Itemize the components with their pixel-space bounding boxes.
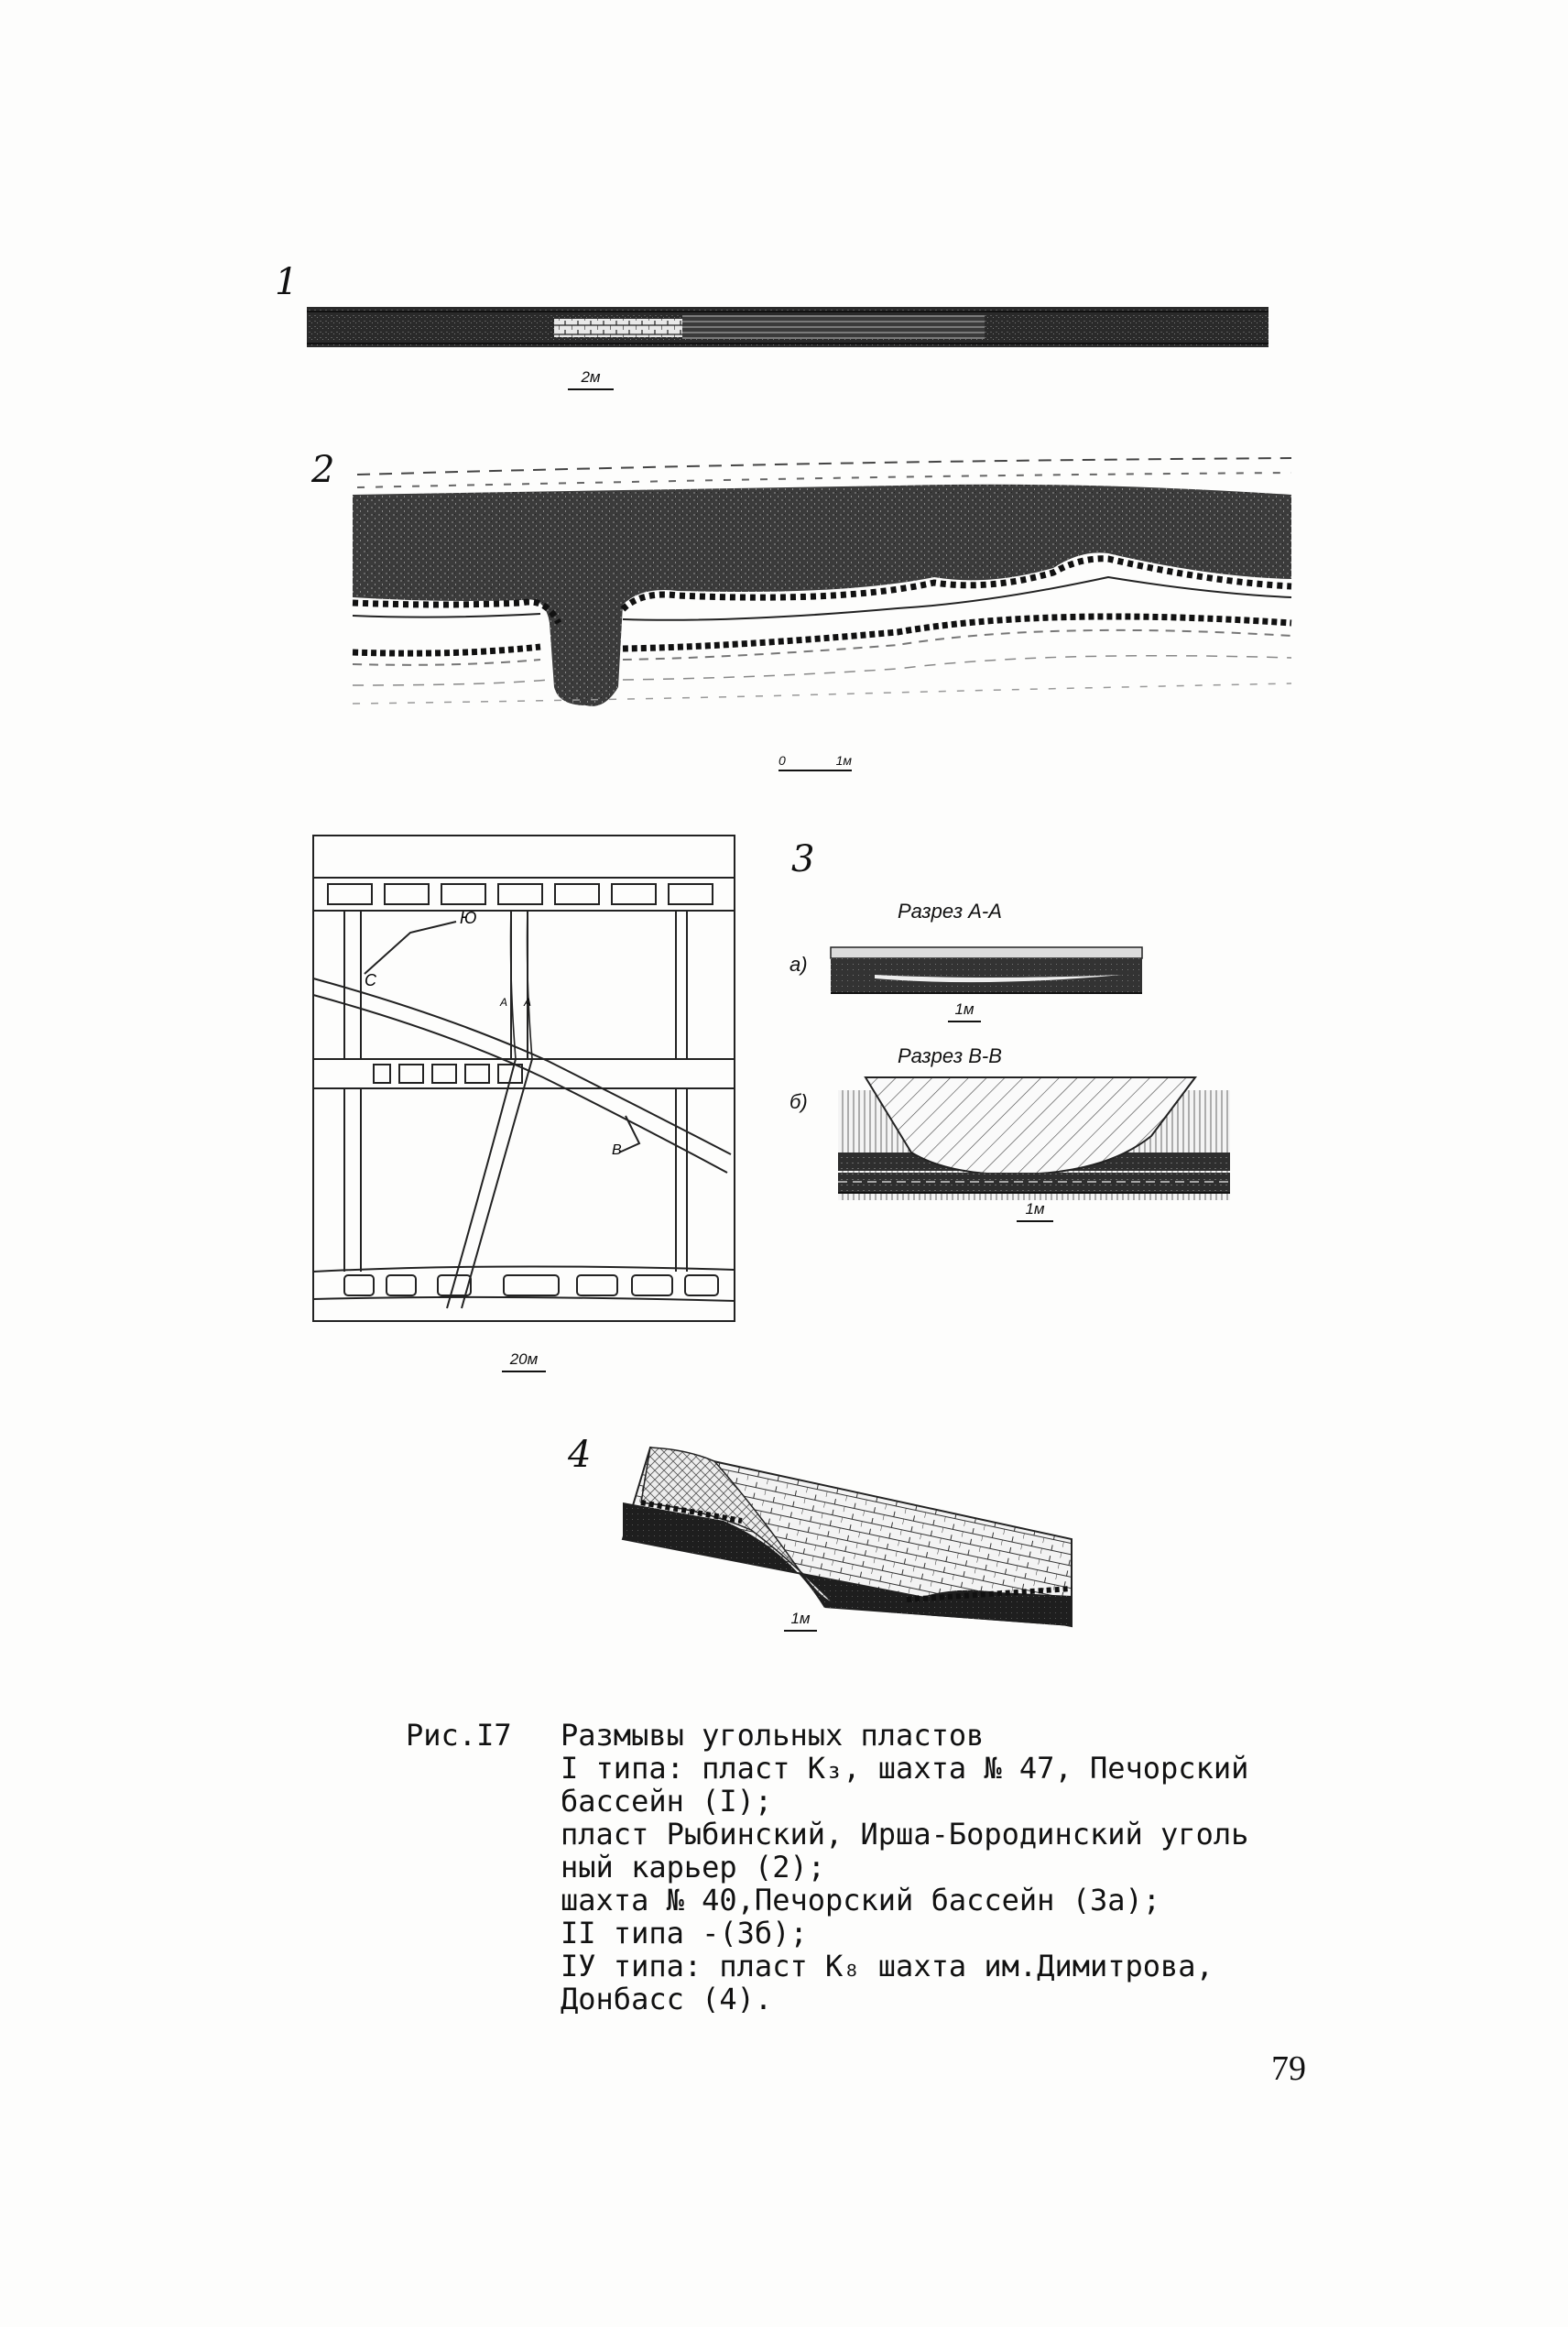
figure-3-label: 3 bbox=[791, 838, 815, 880]
section-a-title: Разрез А-А bbox=[898, 900, 1002, 923]
section-b-title: Разрез В-В bbox=[898, 1044, 1002, 1067]
caption-number: Рис.I7 bbox=[406, 1718, 512, 1753]
figure-1-seam-section bbox=[302, 302, 1273, 354]
section-b-scale-label: 1м bbox=[1025, 1200, 1045, 1218]
plan-label-a1: А bbox=[500, 996, 508, 1009]
caption-line: ный карьер (2); bbox=[561, 1850, 825, 1885]
plan-label-north: Ю bbox=[460, 909, 477, 927]
plan-label-south: С bbox=[365, 971, 376, 989]
section-b-letter: б) bbox=[789, 1090, 808, 1113]
figure-3-plan-view bbox=[310, 832, 738, 1327]
caption-line: Размывы угольных пластов bbox=[561, 1718, 985, 1753]
figure-2-scale-start: 0 bbox=[779, 753, 786, 768]
figure-4-label: 4 bbox=[568, 1434, 592, 1476]
caption-line: I типа: пласт К₃, шахта № 47, Печорский bbox=[561, 1751, 1249, 1786]
plan-label-b: В bbox=[612, 1142, 622, 1158]
caption-line: шахта № 40,Печорский бассейн (3а); bbox=[561, 1883, 1161, 1917]
caption-text bbox=[561, 1719, 1248, 2016]
figure-3a-section bbox=[829, 934, 1149, 999]
section-a-letter: а) bbox=[789, 953, 808, 976]
figure-4-scale-bar bbox=[784, 1610, 817, 1632]
figure-4-section bbox=[614, 1429, 1090, 1640]
section-b-scale-bar bbox=[1017, 1200, 1053, 1222]
figure-2-scale-bar bbox=[779, 753, 852, 771]
figure-3b-section bbox=[829, 1072, 1241, 1209]
figure-3-plan-scale-bar bbox=[502, 1350, 546, 1372]
figure-2-open-pit-section bbox=[348, 440, 1301, 724]
caption-line: бассейн (I); bbox=[561, 1784, 773, 1819]
figure-2-scale-end: 1м bbox=[835, 753, 852, 768]
caption-line: Донбасс (4). bbox=[561, 1982, 773, 2016]
caption-line: II типа -(3б); bbox=[561, 1916, 808, 1950]
figure-1-label: 1 bbox=[275, 261, 299, 303]
figure-1-scale-label: 2м bbox=[581, 368, 601, 386]
figure-3-plan-scale-label: 20м bbox=[509, 1350, 539, 1368]
figure-1-scale-bar bbox=[568, 368, 614, 390]
section-a-scale-label: 1м bbox=[954, 1000, 975, 1018]
plan-label-a2: А bbox=[524, 996, 532, 1009]
caption-line: IУ типа: пласт К₈ шахта им.Димитрова, bbox=[561, 1949, 1214, 1983]
figure-4-scale-label: 1м bbox=[790, 1610, 811, 1627]
figure-2-label: 2 bbox=[311, 449, 335, 491]
caption-line: пласт Рыбинский, Ирша-Бородинский уголь bbox=[561, 1817, 1249, 1852]
page-number: 79 bbox=[1271, 2049, 1306, 2088]
section-a-scale-bar bbox=[948, 1000, 981, 1022]
